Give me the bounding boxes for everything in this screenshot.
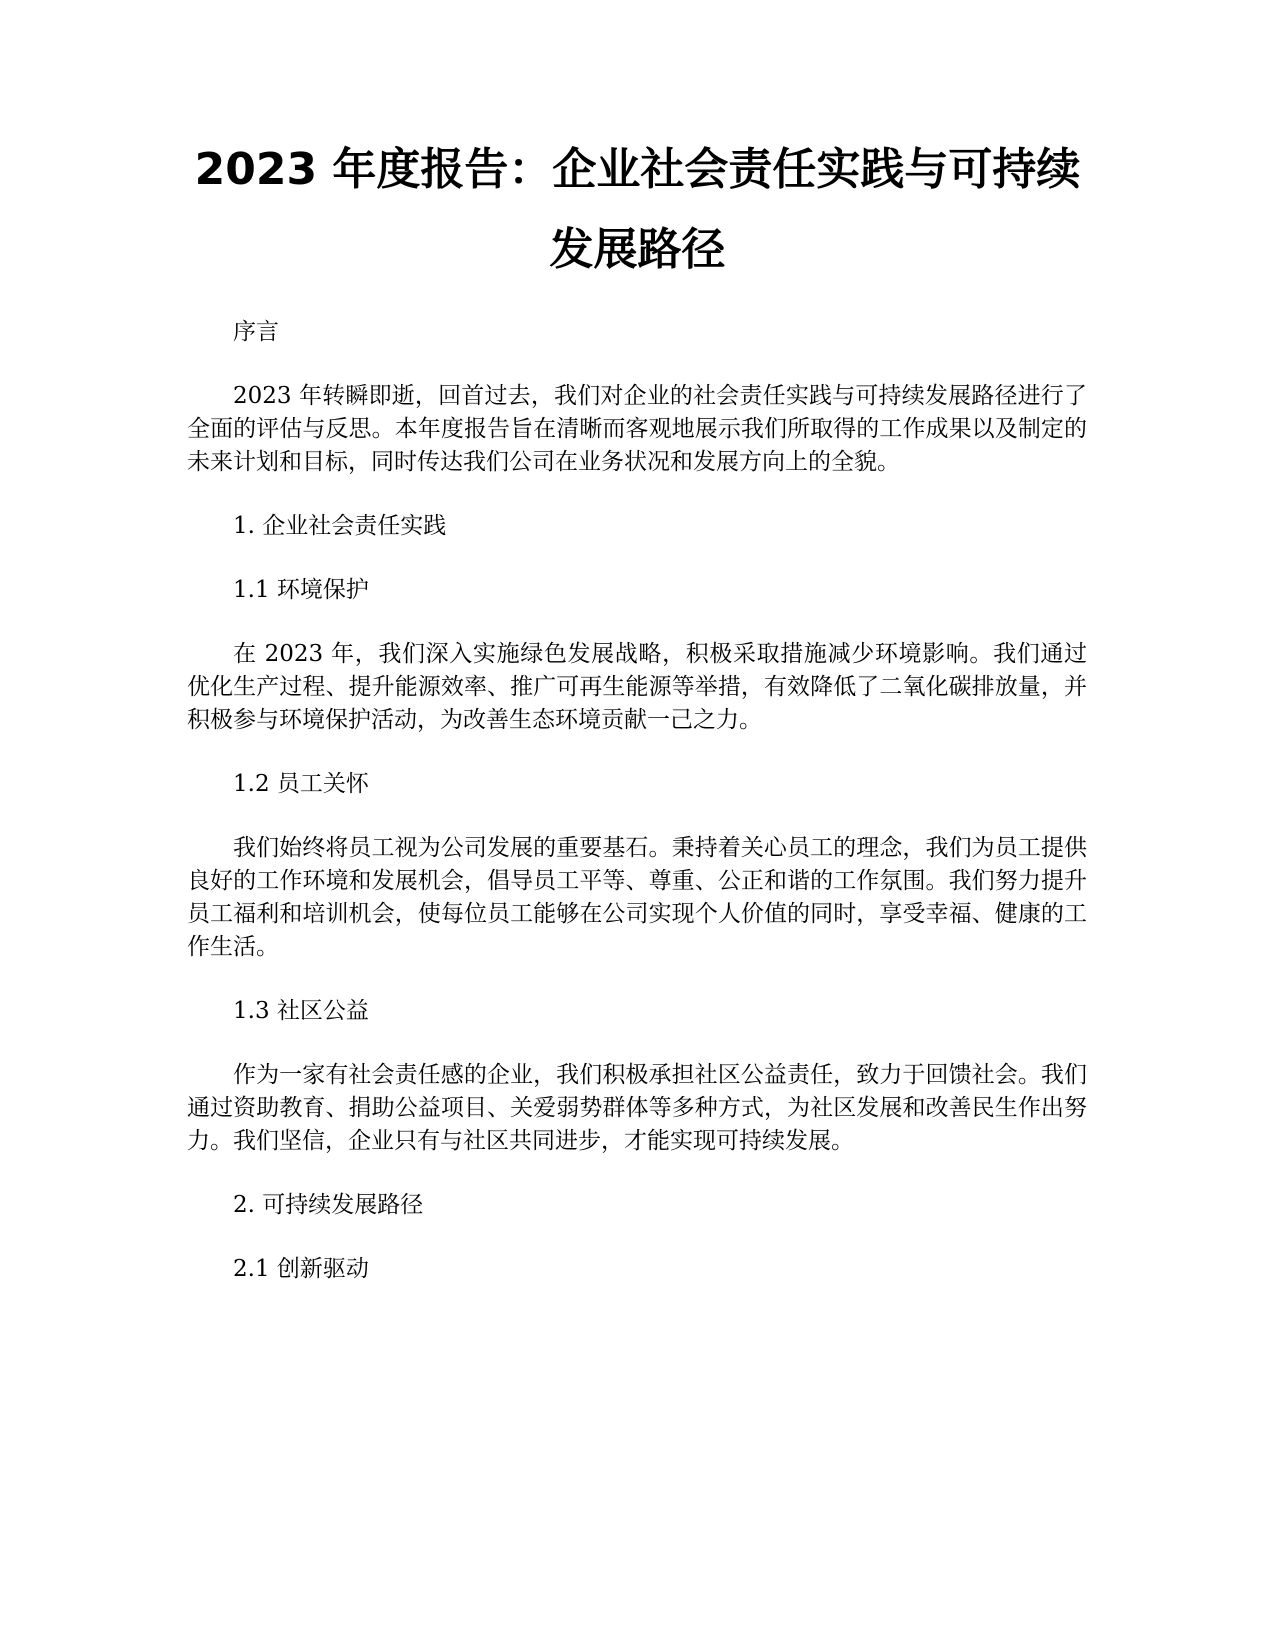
section-1-3-paragraph: 作为一家有社会责任感的企业，我们积极承担社区公益责任，致力于回馈社会。我们通过资助教育、捐助公益项目、关爱弱势群体等多种方式，为社区发展和改善民生作出努力。我们坚信，企业只有与社区共同进步，才能实现可持续发展。 (187, 1062, 1087, 1154)
document-body (187, 316, 1087, 1286)
section-1-3-heading: 1.3 社区公益 (233, 998, 369, 1024)
document-title (150, 130, 1125, 290)
preface-heading: 序言 (233, 319, 279, 345)
section-2-heading: 2. 可持续发展路径 (233, 1192, 424, 1218)
title-line-2: 发展路径 (549, 224, 726, 275)
section-1-2-heading: 1.2 员工关怀 (233, 771, 369, 797)
section-1-2-paragraph: 我们始终将员工视为公司发展的重要基石。秉持着关心员工的理念，我们为员工提供良好的工作环境和发展机会，倡导员工平等、尊重、公正和谐的工作氛围。我们努力提升员工福利和培训机会，使每位员工能够在公司实现个人价值的同时，享受幸福、健康的工作生活。 (187, 835, 1087, 960)
title-line-1: 2023 年度报告：企业社会责任实践与可持续 (194, 144, 1081, 195)
section-1-heading: 1. 企业社会责任实践 (233, 513, 447, 539)
section-1-1-paragraph: 在 2023 年，我们深入实施绿色发展战略，积极采取措施减少环境影响。我们通过优化生产过程、提升能源效率、推广可再生能源等举措，有效降低了二氧化碳排放量，并积极参与环境保护活动，为改善生态环境贡献一己之力。 (187, 641, 1087, 733)
preface-paragraph: 2023 年转瞬即逝，回首过去，我们对企业的社会责任实践与可持续发展路径进行了全面的评估与反思。本年度报告旨在清晰而客观地展示我们所取得的工作成果以及制定的未来计划和目标，同时传达我们公司在业务状况和发展方向上的全貌。 (187, 383, 1087, 475)
section-2-1-heading: 2.1 创新驱动 (233, 1256, 369, 1282)
section-1-1-heading: 1.1 环境保护 (233, 577, 369, 603)
